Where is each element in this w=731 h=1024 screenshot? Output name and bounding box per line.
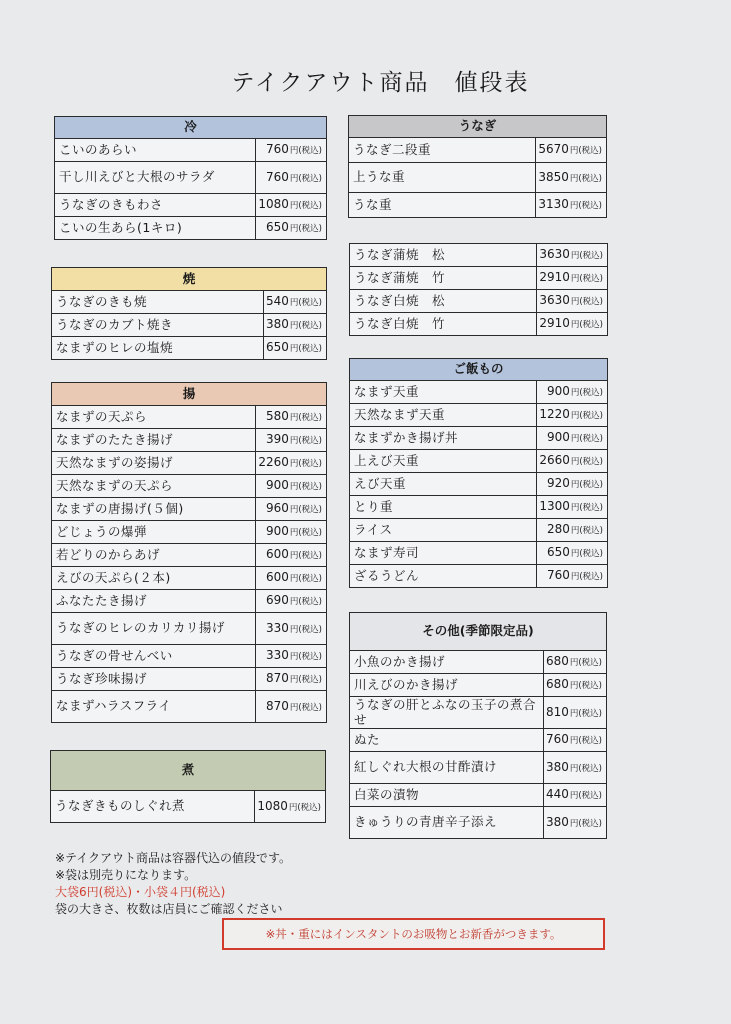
menu-row [55,194,327,217]
item-price-cell [256,613,327,645]
item-name: なまずのたたき揚げ [52,429,256,452]
item-name: ざるうどん [350,565,537,588]
price-suffix: 円(税込) [569,791,602,802]
menu-row [52,475,327,498]
menu-row [52,590,327,613]
item-price: 690 [265,593,289,608]
menu-row [350,404,608,427]
item-name: なまず天重 [350,381,537,404]
section-rei [54,116,327,240]
item-price-cell [537,542,608,565]
menu-row [52,567,327,590]
menu-row [350,473,608,496]
item-price-cell [543,784,606,807]
item-name: なまずのヒレの塩焼 [52,337,264,360]
menu-row [350,729,607,752]
price-suffix: 円(税込) [570,480,603,491]
price-suffix: 円(税込) [289,146,322,157]
price-suffix: 円(税込) [569,658,602,669]
menu-row [349,193,607,218]
menu-row [52,613,327,645]
section-header [52,268,327,291]
item-price: 440 [545,787,569,802]
menu-row [52,291,327,314]
note-bag-confirm: 袋の大きさ、枚数は店員にご確認ください [55,902,283,916]
menu-row [350,519,608,542]
item-price-cell [537,496,608,519]
section-age [51,382,327,723]
item-name: うなぎ蒲焼 竹 [350,267,537,290]
item-name: 小魚のかき揚げ [350,651,544,674]
item-price: 870 [265,698,289,713]
menu-row [350,244,608,267]
item-price-cell [537,450,608,473]
item-price-cell [256,452,327,475]
price-suffix: 円(税込) [570,297,603,308]
item-price-cell [537,519,608,542]
price-suffix: 円(税込) [570,411,603,422]
item-price-cell [263,337,326,360]
item-price: 760 [545,732,569,747]
item-price: 650 [265,340,289,355]
section-title: 冷 [55,117,327,139]
item-price-cell [543,807,606,839]
price-suffix: 円(税込) [570,457,603,468]
item-price-cell [256,498,327,521]
item-name: 紅しぐれ大根の甘酢漬け [350,752,544,784]
price-suffix: 円(税込) [289,413,322,424]
item-price: 600 [265,570,289,585]
section-header [350,613,607,651]
price-suffix: 円(税込) [570,388,603,399]
price-suffix: 円(税込) [289,321,322,332]
item-name: なまずの唐揚げ(５個) [52,498,256,521]
item-name: 若どりのからあげ [52,544,256,567]
item-name: ライス [350,519,537,542]
item-name: ぬた [350,729,544,752]
price-suffix: 円(税込) [570,274,603,285]
item-name: うなぎきものしぐれ煮 [51,791,255,823]
price-suffix: 円(税込) [569,708,602,719]
item-name: 白菜の漬物 [350,784,544,807]
item-price-cell [256,217,327,240]
item-name: なまずの天ぷら [52,406,256,429]
notice-box: ※丼・重にはインスタントのお吸物とお新香がつきます。 [222,918,605,950]
item-price-cell [536,138,607,163]
price-suffix: 円(税込) [289,436,322,447]
item-price: 1080 [257,798,288,813]
item-name: うなぎ珍味揚げ [52,668,256,691]
item-price-cell [256,139,327,162]
item-name: うなぎのきも焼 [52,291,264,314]
item-name: どじょうの爆弾 [52,521,256,544]
item-price: 3130 [538,197,569,212]
menu-row [350,807,607,839]
price-suffix: 円(税込) [288,802,321,813]
section-title: 揚 [52,383,327,406]
menu-row [350,697,607,729]
item-name: こいの生あら(1キロ) [55,217,256,240]
item-price-cell [537,404,608,427]
price-suffix: 円(税込) [289,173,322,184]
item-price-cell [537,381,608,404]
item-price: 650 [265,220,289,235]
item-price-cell [255,791,326,823]
item-price-cell [537,473,608,496]
menu-row [350,450,608,473]
item-name: うなぎのカブト焼き [52,314,264,337]
item-name: 天然なまずの姿揚げ [52,452,256,475]
item-price-cell [543,752,606,784]
item-price: 330 [265,648,289,663]
menu-row [52,429,327,452]
item-price-cell [256,645,327,668]
price-suffix: 円(税込) [289,201,322,212]
menu-row [55,139,327,162]
section-kabayaki [349,243,608,336]
menu-row [52,544,327,567]
menu-row [52,691,327,723]
item-price: 5670 [538,142,569,157]
item-price-cell [543,674,606,697]
item-name: うなぎのヒレのカリカリ揚げ [52,613,256,645]
menu-row [350,381,608,404]
item-name: うなぎ白焼 松 [350,290,537,313]
item-price-cell [256,544,327,567]
menu-row [349,138,607,163]
item-name: うなぎの骨せんべい [52,645,256,668]
section-yaki [51,267,327,360]
item-price: 2910 [539,316,570,331]
menu-row [350,752,607,784]
item-price: 2660 [539,453,570,468]
item-price-cell [263,314,326,337]
price-suffix: 円(税込) [570,503,603,514]
item-price: 760 [546,568,570,583]
menu-row [52,452,327,475]
item-price: 900 [265,524,289,539]
price-suffix: 円(税込) [289,624,322,635]
item-price: 1080 [258,197,289,212]
item-price: 900 [546,430,570,445]
item-price: 380 [545,759,569,774]
item-price-cell [256,429,327,452]
price-suffix: 円(税込) [289,298,322,309]
item-price: 390 [265,432,289,447]
item-price: 870 [265,671,289,686]
item-name: ふなたたき揚げ [52,590,256,613]
item-price-cell [543,729,606,752]
item-price-cell [537,244,608,267]
menu-row [350,784,607,807]
price-suffix: 円(税込) [570,572,603,583]
page-title: テイクアウト商品 値段表 [231,70,530,96]
item-name: とり重 [350,496,537,519]
item-price-cell [263,291,326,314]
item-price: 3630 [539,247,570,262]
item-name: うなぎ白焼 竹 [350,313,537,336]
section-title: その他(季節限定品) [350,613,607,651]
price-suffix: 円(税込) [289,224,322,235]
menu-row [52,498,327,521]
price-suffix: 円(税込) [289,528,322,539]
price-suffix: 円(税込) [570,251,603,262]
item-price: 280 [546,522,570,537]
menu-row [52,668,327,691]
section-header [349,116,607,138]
item-price: 680 [545,677,569,692]
item-price: 760 [265,169,289,184]
item-name: 天然なまずの天ぷら [52,475,256,498]
price-suffix: 円(税込) [570,549,603,560]
item-price: 650 [546,545,570,560]
item-name: なまずかき揚げ丼 [350,427,537,450]
item-price: 810 [545,704,569,719]
section-header [51,751,326,791]
price-suffix: 円(税込) [569,201,602,212]
section-header [52,383,327,406]
item-price: 680 [545,654,569,669]
item-name: 川えびのかき揚げ [350,674,544,697]
item-name: 干し川えびと大根のサラダ [55,162,256,194]
notes [55,850,291,918]
item-price: 600 [265,547,289,562]
item-price-cell [537,313,608,336]
price-suffix: 円(税込) [570,526,603,537]
item-name: 天然なまず天重 [350,404,537,427]
item-price: 330 [265,620,289,635]
section-title: 焼 [52,268,327,291]
price-suffix: 円(税込) [569,818,602,829]
item-price: 1220 [539,407,570,422]
item-price: 380 [265,317,289,332]
section-title: 煮 [51,751,326,791]
price-suffix: 円(税込) [289,551,322,562]
item-price: 580 [265,409,289,424]
item-price: 1300 [539,499,570,514]
item-price: 380 [545,814,569,829]
item-price: 3850 [538,169,569,184]
item-name: うな重 [349,193,536,218]
price-suffix: 円(税込) [289,459,322,470]
item-price: 920 [546,476,570,491]
item-price-cell [256,475,327,498]
item-price: 540 [265,294,289,309]
item-price-cell [537,290,608,313]
item-name: えび天重 [350,473,537,496]
item-name: こいのあらい [55,139,256,162]
menu-row [52,521,327,544]
item-name: えびの天ぷら(２本) [52,567,256,590]
note-bag-price: 大袋6円(税込)・小袋４円(税込) [55,885,226,899]
price-suffix: 円(税込) [289,505,322,516]
item-price-cell [256,668,327,691]
item-price: 2260 [258,455,289,470]
menu-row [350,496,608,519]
price-suffix: 円(税込) [289,482,322,493]
item-price: 900 [265,478,289,493]
item-price-cell [536,193,607,218]
item-name: うなぎ二段重 [349,138,536,163]
menu-row [350,267,608,290]
price-suffix: 円(税込) [289,675,322,686]
item-price-cell [256,691,327,723]
section-sonota [349,612,607,839]
menu-row [350,427,608,450]
menu-row [350,651,607,674]
price-suffix: 円(税込) [569,146,602,157]
item-price: 3630 [539,293,570,308]
price-suffix: 円(税込) [289,652,322,663]
item-price-cell [256,406,327,429]
item-price: 960 [265,501,289,516]
item-price-cell [537,267,608,290]
item-price-cell [256,567,327,590]
price-suffix: 円(税込) [289,574,322,585]
menu-row [349,163,607,193]
item-name: きゅうりの青唐辛子添え [350,807,544,839]
item-name: 上えび天重 [350,450,537,473]
item-price: 760 [265,142,289,157]
menu-row [52,406,327,429]
item-name: 上うな重 [349,163,536,193]
section-title: うなぎ [349,116,607,138]
note-container-fee: ※テイクアウト商品は容器代込の値段です。 [55,851,292,865]
item-price-cell [543,651,606,674]
item-price-cell [543,697,606,729]
item-price: 900 [546,384,570,399]
menu-row [55,217,327,240]
item-price-cell [256,162,327,194]
price-suffix: 円(税込) [289,702,322,713]
item-name: なまず寿司 [350,542,537,565]
section-gohan [349,358,608,588]
menu-row [350,674,607,697]
section-unagi [348,115,607,218]
menu-row [51,791,326,823]
item-price-cell [256,590,327,613]
section-header [350,359,608,381]
price-suffix: 円(税込) [570,320,603,331]
section-ni [50,750,326,823]
item-name: うなぎの肝とふなの玉子の煮合せ [350,697,544,729]
item-price-cell [537,565,608,588]
item-name: うなぎ蒲焼 松 [350,244,537,267]
price-suffix: 円(税込) [570,434,603,445]
price-suffix: 円(税込) [569,736,602,747]
item-price-cell [256,521,327,544]
item-name: うなぎのきもわさ [55,194,256,217]
section-header [55,117,327,139]
note-bag-separate: ※袋は別売りになります。 [55,868,197,882]
price-suffix: 円(税込) [569,763,602,774]
menu-row [52,337,327,360]
section-title: ご飯もの [350,359,608,381]
item-price-cell [537,427,608,450]
price-suffix: 円(税込) [569,173,602,184]
item-price: 2910 [539,270,570,285]
menu-row [52,645,327,668]
menu-row [350,313,608,336]
menu-row [350,565,608,588]
price-suffix: 円(税込) [289,344,322,355]
menu-row [350,542,608,565]
item-price-cell [256,194,327,217]
price-suffix: 円(税込) [569,681,602,692]
menu-row [350,290,608,313]
menu-row [52,314,327,337]
price-suffix: 円(税込) [289,597,322,608]
menu-row [55,162,327,194]
item-price-cell [536,163,607,193]
item-name: なまずハラスフライ [52,691,256,723]
